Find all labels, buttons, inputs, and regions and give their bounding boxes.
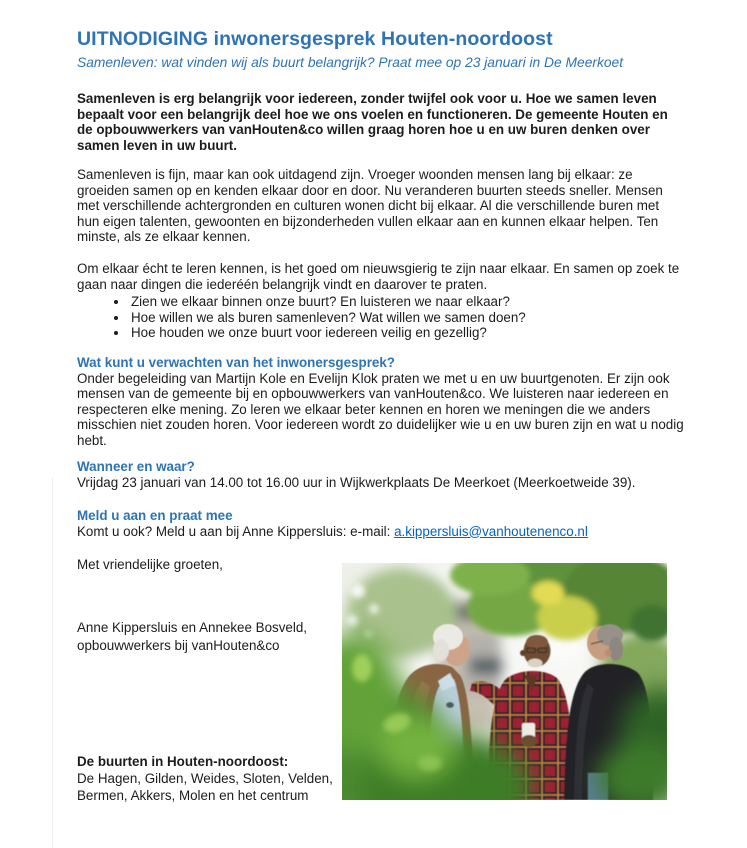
photo-illustration xyxy=(342,563,667,800)
section-expect xyxy=(77,355,685,448)
paragraph xyxy=(77,524,685,540)
section-signup xyxy=(77,508,685,539)
question-list xyxy=(77,294,685,341)
header xyxy=(77,27,685,71)
greeting-text: Met vriendelijke groeten, xyxy=(77,557,223,572)
paragraph: Vrijdag 23 januari van 14.00 tot 16.00 uur in Wijkwerkplaats De Meerkoet (Meerkoetweide 39). xyxy=(77,474,636,490)
page-edge-shadow xyxy=(52,478,53,848)
neighbourhoods-note xyxy=(77,753,377,804)
list-item: • Hoe willen we als buren samenleven? Wat willen we samen doen? xyxy=(129,310,685,326)
signature-names: Anne Kippersluis en Annekee Bosveld, xyxy=(77,620,308,635)
neighbourhoods-heading: De buurten in Houten-noordoost: xyxy=(77,754,289,769)
intro-paragraph-2 xyxy=(77,167,685,245)
paragraph: Om elkaar écht te leren kennen, is het goed om nieuwsgierig te zijn naar elkaar. En samen op zoek te gaan naar dingen die iederéén belangrijk vindt en daarover te praten. xyxy=(77,261,680,292)
page-title: UITNODIGING inwonersgesprek Houten-noordoost xyxy=(77,28,553,50)
email-link[interactable]: a.kippersluis@vanhoutenenco.nl xyxy=(394,523,588,539)
closing-greeting xyxy=(77,557,357,573)
list-item: • Zien we elkaar binnen onze buurt? En luisteren we naar elkaar? xyxy=(129,294,685,310)
section-when-where xyxy=(77,459,685,490)
signature-role: opbouwwerkers bij vanHouten&co xyxy=(77,637,280,653)
paragraph: Onder begeleiding van Martijn Kole en Evelijn Klok praten we met u en uw buurtgenoten. Er zijn ook mensen van de gemeente bij en opbouwwerkers van vanHouten&co. We luisteren naar iedereen en respecteren elke mening. Zo leren we elkaar beter kennen en horen we meningen die we anders misschien niet zouden horen. Voor iedereen wordt zo duidelijker wie u en uw buren zijn en wat u nodig hebt. xyxy=(77,370,684,448)
neighbourhoods-line-1: De Hagen, Gilden, Weides, Sloten, Velden, xyxy=(77,771,333,786)
list-item: • Hoe houden we onze buurt voor iedereen veilig en gezellig? xyxy=(129,325,685,341)
neighbourhoods-line-2: Bermen, Akkers, Molen en het centrum xyxy=(77,788,309,803)
paragraph: Samenleven is erg belangrijk voor iedereen, zonder twijfel ook voor u. Hoe we samen leven bepaalt voor een belangrijk deel hoe we ons voelen en functioneren. De gemeente Houten en de opbouwwerkers van vanHouten&co willen graag horen hoe u en uw buren denken over samen leven in uw buurt. xyxy=(77,91,668,153)
section-heading: Meld u aan en praat mee xyxy=(77,508,233,523)
paragraph: Samenleven is fijn, maar kan ook uitdagend zijn. Vroeger woonden mensen lang bij elkaar: ze groeiden samen op en kenden elkaar door en door. Nu veranderen buurten steeds sneller. Mensen met verschillende achtergronden en culturen wonen dicht bij elkaar. Al die verschillende buren met hun eigen talenten, gewoonten en bijzonderheden vullen elkaar aan en kunnen elkaar helpen. Ten minste, als ze elkaar kennen. xyxy=(77,167,663,244)
intro-paragraph-3 xyxy=(77,261,685,341)
intro-bold-paragraph xyxy=(77,91,685,153)
page-subtitle: Samenleven: wat vinden wij als buurt belangrijk? Praat mee op 23 januari in De Meerkoet xyxy=(77,55,624,70)
signup-text: Komt u ook? Meld u aan bij Anne Kippersluis: e-mail: xyxy=(77,523,395,539)
section-heading: Wanneer en waar? xyxy=(77,459,195,474)
signature xyxy=(77,619,377,654)
section-heading: Wat kunt u verwachten van het inwonersgesprek? xyxy=(77,355,395,370)
photo-neighbors-talking xyxy=(342,563,667,800)
